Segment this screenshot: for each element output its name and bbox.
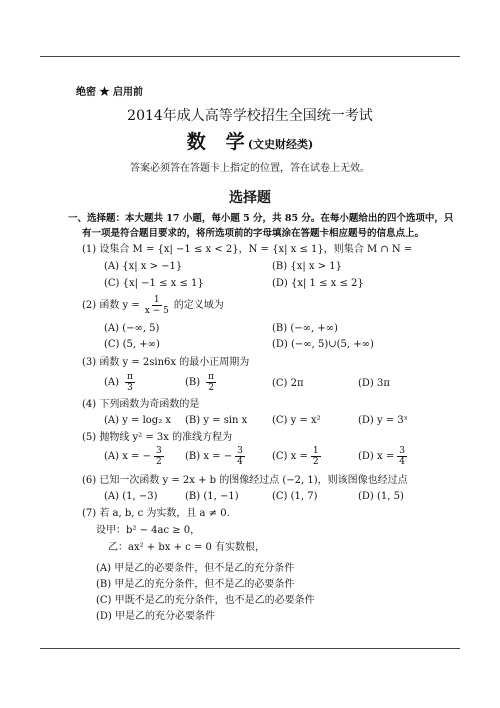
q7-condition-yi: 乙：ax² + bx + c = 0 有实数根，: [108, 542, 266, 553]
q3-b-den: 2: [208, 383, 214, 393]
q1-option-c[interactable]: (C) {x| −1 ≤ x ≤ 1}: [104, 278, 204, 289]
subject-row: [0, 130, 500, 154]
q7-option-b[interactable]: (B) 甲是乙的充分条件，但不是乙的必要条件: [96, 579, 295, 590]
q5-option-c[interactable]: [272, 446, 321, 467]
q5-c-den: 2: [312, 457, 319, 467]
q3-b-fraction: [206, 372, 216, 393]
q7-option-c[interactable]: (C) 甲既不是乙的充分条件，也不是乙的必要条件: [96, 595, 315, 606]
q2-stem: [82, 295, 224, 316]
q5-d-num: 3: [399, 446, 405, 456]
exam-title: 2014年成人高等学校招生全国统一考试: [127, 108, 373, 124]
subject-title: 数 学: [186, 131, 245, 153]
q5-d-label: (D) x =: [358, 451, 395, 462]
q3-a-fraction: [125, 372, 135, 393]
q4-stem: (4) 下列函数为奇函数的是: [82, 399, 200, 410]
q7-option-a[interactable]: (A) 甲是乙的必要条件，但不是乙的充分条件: [96, 563, 295, 574]
section-title: 选择题: [229, 190, 271, 206]
instruction: 答案必须答在答题卡上指定的位置，答在试卷上无效。: [130, 163, 370, 174]
subject-note: (文史财经类): [247, 138, 314, 151]
q7-stem: (7) 若 a, b, c 为实数，且 a ≠ 0.: [82, 508, 230, 519]
q3-b-num: π: [208, 372, 215, 382]
q2-stem-post: 的定义域为: [173, 300, 224, 311]
q3-option-d[interactable]: (D) 3π: [358, 378, 390, 389]
q3-a-den: 3: [127, 383, 133, 393]
q6-option-c[interactable]: (C) (1, 7): [272, 491, 318, 502]
q3-option-c[interactable]: (C) 2π: [272, 378, 304, 389]
q3-a-label: (A): [104, 377, 120, 388]
q4-option-d[interactable]: (D) y = 3ˣ: [358, 415, 408, 426]
q3-b-label: (B): [185, 377, 201, 388]
q7-option-d[interactable]: (D) 甲是乙的充分必要条件: [96, 611, 215, 622]
q7-condition-jia: 设甲：b² − 4ac ≥ 0，: [96, 525, 201, 536]
q2-option-a[interactable]: (A) (−∞, 5): [104, 323, 160, 334]
q4-option-b[interactable]: (B) y = sin x: [185, 415, 248, 426]
q5-a-den: 2: [155, 457, 162, 467]
q3-a-num: π: [127, 372, 133, 382]
top-rule: [40, 56, 460, 57]
q5-b-fraction: [235, 446, 245, 467]
q5-d-fraction: [397, 446, 407, 467]
q6-stem: (6) 已知一次函数 y = 2x + b 的图像经过点 (−2, 1)，则该图像也经过点: [82, 475, 408, 486]
q2-option-c[interactable]: (C) (5, +∞): [104, 339, 160, 350]
q6-option-d[interactable]: (D) (1, 5): [358, 491, 404, 502]
bottom-rule: [40, 648, 460, 649]
q5-a-label: (A) x = −: [104, 451, 151, 462]
q5-option-d[interactable]: [358, 446, 407, 467]
secret-label: 绝密 ★ 启用前: [76, 87, 143, 98]
q1-option-d[interactable]: (D) {x| 1 ≤ x ≤ 2}: [272, 278, 364, 289]
q5-option-a[interactable]: [104, 446, 164, 467]
q1-option-a[interactable]: (A) {x| x > −1}: [104, 261, 183, 272]
q1-option-b[interactable]: (B) {x| x > 1}: [272, 261, 342, 272]
q5-b-label: (B) x = −: [185, 451, 233, 462]
q6-option-b[interactable]: (B) (1, −1): [185, 491, 239, 502]
q5-c-num: 1: [312, 446, 319, 456]
q5-b-den: 4: [237, 457, 243, 467]
q5-b-num: 3: [237, 446, 243, 456]
q6-option-a[interactable]: (A) (1, −3): [104, 491, 158, 502]
q5-c-label: (C) x =: [272, 451, 308, 462]
q3-option-b[interactable]: [185, 372, 216, 393]
q3-stem: (3) 函数 y = 2sin6x 的最小正周期为: [82, 357, 250, 368]
q5-stem: (5) 抛物线 y² = 3x 的准线方程为: [82, 432, 233, 443]
section-intro-line2: 有一项是符合题目要求的，将所选项前的字母填涂在答题卡相应题号的信息点上。: [82, 228, 425, 239]
q5-option-b[interactable]: [185, 446, 245, 467]
q5-c-fraction: [311, 446, 321, 467]
q1-stem: (1) 设集合 M = {x| −1 ≤ x < 2}，N = {x| x ≤ 1}，则集合 M ∩ N =: [82, 244, 413, 255]
q5-d-den: 4: [399, 457, 405, 467]
section-intro-line1: 一、选择题：本大题共 17 小题，每小题 5 分，共 85 分。在每小题给出的四个选项中，只: [68, 213, 454, 224]
q5-a-num: 3: [155, 446, 162, 456]
q2-stem-pre: (2) 函数 y =: [82, 300, 140, 311]
q2-option-d[interactable]: (D) (−∞, 5)∪(5, +∞): [272, 339, 374, 350]
q3-option-a[interactable]: [104, 372, 135, 393]
q2-frac-den: x − 5: [144, 306, 169, 316]
q2-frac-num: 1: [153, 295, 160, 305]
q4-option-a[interactable]: (A) y = log₂ x: [104, 415, 172, 426]
q4-option-c[interactable]: (C) y = x²: [272, 415, 321, 426]
q5-a-fraction: [154, 446, 164, 467]
q2-fraction: [143, 295, 171, 316]
q2-option-b[interactable]: (B) (−∞, +∞): [272, 323, 338, 334]
